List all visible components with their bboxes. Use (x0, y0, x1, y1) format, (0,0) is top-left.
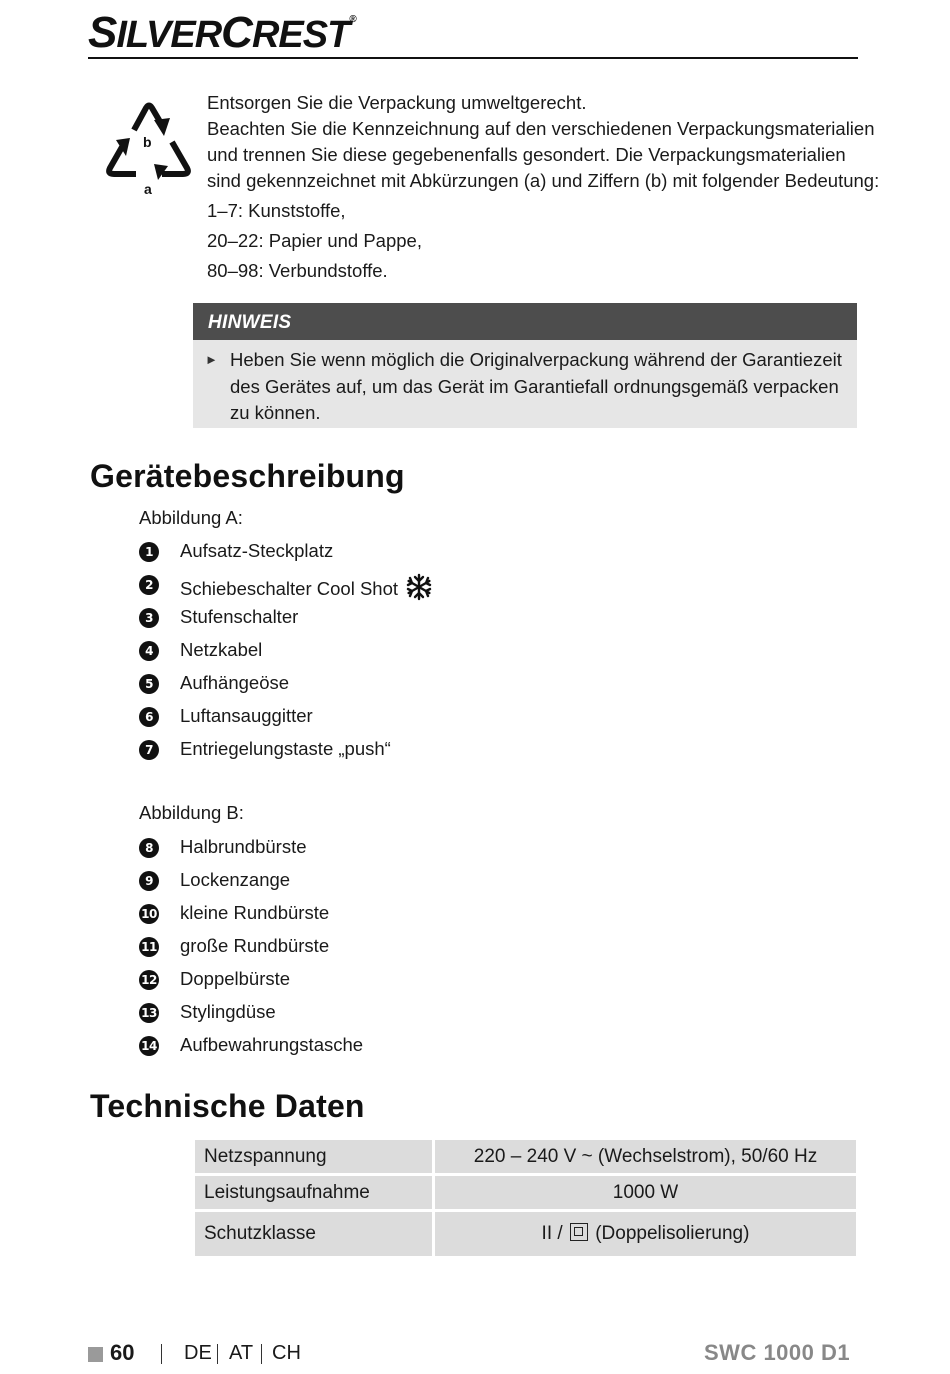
list-item (139, 641, 539, 674)
list-item (139, 542, 539, 575)
section-title-geraetebeschreibung: Gerätebeschreibung (90, 458, 405, 494)
item-label: Halbrundbürste (180, 836, 307, 857)
item-number: 10 (139, 904, 159, 924)
language-de: DE (184, 1342, 212, 1364)
list-item (139, 575, 539, 608)
item-number: 13 (139, 1003, 159, 1023)
spec-value: 220 – 240 V ~ (Wechselstrom), 50/60 Hz (435, 1140, 856, 1173)
item-label: Aufbewahrungstasche (180, 1034, 364, 1055)
list-item (139, 937, 539, 970)
intro-line: Beachten Sie die Kennzeichnung auf den verschiedenen Verpackungsmaterialien (207, 118, 875, 139)
page-marker-square (88, 1347, 103, 1362)
list-item (139, 707, 539, 740)
hinweis-line: des Gerätes auf, um das Gerät im Garantiefall ordnungsgemäß verpacken (230, 375, 839, 397)
list-item (139, 904, 539, 937)
list-item (139, 838, 539, 871)
item-number: 2 (139, 575, 159, 595)
list-item (139, 740, 539, 773)
recycling-triangle-icon (102, 94, 196, 198)
table-row (195, 1173, 856, 1209)
item-label: Luftansauggitter (180, 705, 313, 726)
intro-line: sind gekennzeichnet mit Abkürzungen (a) und Ziffern (b) mit folgender Bedeutung: (207, 170, 880, 191)
language-ch: CH (272, 1342, 301, 1364)
list-item (139, 674, 539, 707)
list-item (139, 871, 539, 904)
item-label: Aufhängeöse (180, 672, 290, 693)
figure-b-label: Abbildung B: (139, 802, 244, 823)
spec-label: Schutzklasse (195, 1209, 435, 1256)
section-title-technische-daten: Technische Daten (90, 1088, 365, 1124)
item-number: 3 (139, 608, 159, 628)
item-label: Stufenschalter (180, 606, 299, 627)
item-label: Doppelbürste (180, 968, 291, 989)
hinweis-title: HINWEIS (193, 303, 857, 340)
intro-line: und trennen Sie diese gegebenenfalls gesondert. Die Verpackungsmaterialien (207, 144, 846, 165)
recycle-label-b: b (143, 134, 152, 150)
intro-text (207, 90, 880, 284)
item-label: Aufsatz-Steckplatz (180, 540, 334, 561)
spec-value: 1000 W (435, 1173, 856, 1209)
item-label: Stylingdüse (180, 1001, 276, 1022)
item-number: 14 (139, 1036, 159, 1056)
item-number: 8 (139, 838, 159, 858)
hinweis-line: Heben Sie wenn möglich die Originalverpackung während der Garantiezeit (230, 349, 842, 370)
item-number: 9 (139, 871, 159, 891)
item-number: 5 (139, 674, 159, 694)
item-label: Netzkabel (180, 639, 263, 660)
item-label: Lockenzange (180, 869, 291, 890)
table-row (195, 1140, 856, 1173)
figure-a-label: Abbildung A: (139, 507, 243, 528)
item-label: Schiebeschalter Cool Shot (180, 578, 399, 599)
figure-b-list (139, 838, 539, 1069)
list-item (139, 1003, 539, 1036)
tech-specs-table (195, 1140, 856, 1256)
recycle-label-a: a (144, 181, 152, 197)
item-number: 1 (139, 542, 159, 562)
spec-label: Netzspannung (195, 1140, 435, 1173)
code-line: 1–7: Kunststoffe, (207, 200, 346, 221)
list-item (139, 608, 539, 641)
spec-value (435, 1209, 856, 1256)
item-number: 7 (139, 740, 159, 760)
hinweis-box (193, 303, 857, 428)
item-label: Entriegelungstaste „push“ (180, 738, 391, 759)
list-item (139, 1036, 539, 1069)
language-at: AT (229, 1342, 254, 1364)
item-number: 12 (139, 970, 159, 990)
item-label-wrap (180, 573, 433, 601)
footer-divider (217, 1344, 218, 1364)
table-row (195, 1209, 856, 1256)
snowflake-icon (405, 573, 433, 601)
brand-logo: SILVERCREST® (88, 8, 356, 57)
footer-divider (261, 1344, 262, 1364)
intro-line: Entsorgen Sie die Verpackung umweltgerecht. (207, 92, 587, 113)
footer-divider (161, 1344, 162, 1364)
item-number: 11 (139, 937, 159, 957)
item-number: 6 (139, 707, 159, 727)
spec-value-suffix: (Doppelisolierung) (595, 1223, 750, 1244)
model-number: SWC 1000 D1 (704, 1340, 851, 1365)
spec-value-prefix: II / (541, 1223, 563, 1244)
code-line: 80–98: Verbundstoffe. (207, 260, 388, 281)
item-label: große Rundbürste (180, 935, 330, 956)
arrow-right-icon: ► (205, 352, 218, 367)
double-insulation-icon (570, 1223, 588, 1241)
code-line: 20–22: Papier und Pappe, (207, 230, 422, 251)
figure-a-list (139, 542, 539, 773)
item-label: kleine Rundbürste (180, 902, 330, 923)
item-number: 4 (139, 641, 159, 661)
header-rule (88, 57, 858, 59)
spec-label: Leistungsaufnahme (195, 1173, 435, 1209)
hinweis-line: zu können. (230, 402, 321, 423)
list-item (139, 970, 539, 1003)
hinweis-body (193, 340, 857, 427)
page-number: 60 (110, 1340, 135, 1365)
